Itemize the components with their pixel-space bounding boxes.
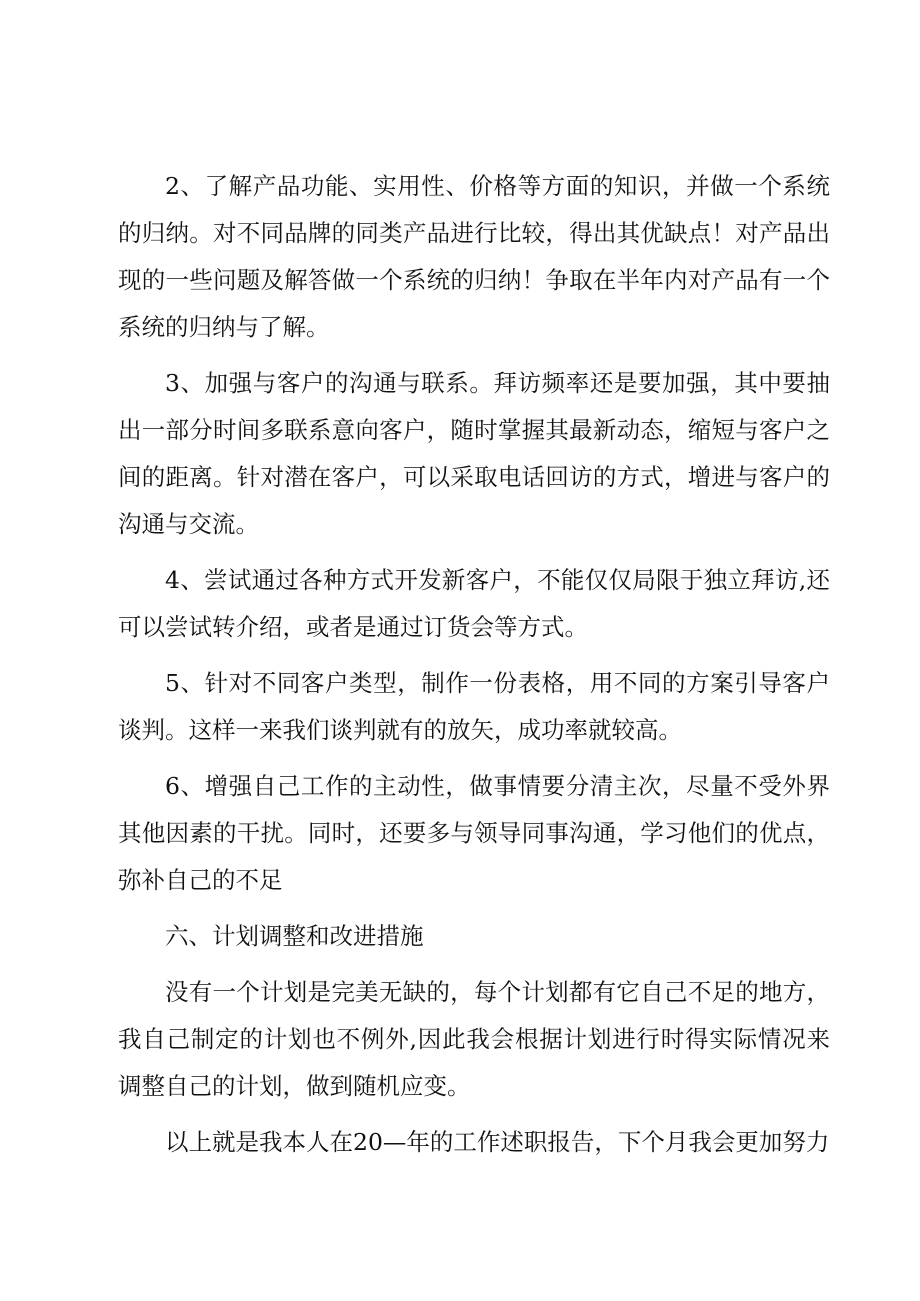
paragraph-item-3: 3、加强与客户的沟通与联系。拜访频率还是要加强，其中要抽出一部分时间多联系意向客户，随时掌握其最新动态，缩短与客户之间的距离。针对潜在客户，可以采取电话回访的方式，增进与客户的沟通与交流。 <box>118 369 830 538</box>
paragraph-item-6: 6、增强自己工作的主动性，做事情要分清主次，尽量不受外界其他因素的干扰。同时，还要多与领导同事沟通，学习他们的优点，弥补自己的不足 <box>118 772 830 894</box>
paragraph-item-7: 没有一个计划是完美无缺的，每个计划都有它自己不足的地方，我自己制定的计划也不例外,因此我会根据计划进行时得实际情况来调整自己的计划，做到随机应变。 <box>118 978 830 1100</box>
document-body <box>118 163 830 1175</box>
paragraph-item-4: 4、尝试通过各种方式开发新客户，不能仅仅局限于独立拜访,还可以尝试转介绍，或者是通过订货会等方式。 <box>118 566 830 641</box>
paragraph-item-8: 以上就是我本人在20—年的工作述职报告，下个月我会更加努力 <box>165 1128 830 1156</box>
paragraph-item-2: 2、了解产品功能、实用性、价格等方面的知识，并做一个系统的归纳。对不同品牌的同类产品进行比较，得出其优缺点！对产品出现的一些问题及解答做一个系统的归纳！争取在半年内对产品有一个系统的归纳与了解。 <box>118 172 830 341</box>
paragraph-item-5: 5、针对不同客户类型，制作一份表格，用不同的方案引导客户谈判。这样一来我们谈判就有的放矢，成功率就较高。 <box>118 669 830 744</box>
section-heading: 六、计划调整和改进措施 <box>165 922 424 950</box>
